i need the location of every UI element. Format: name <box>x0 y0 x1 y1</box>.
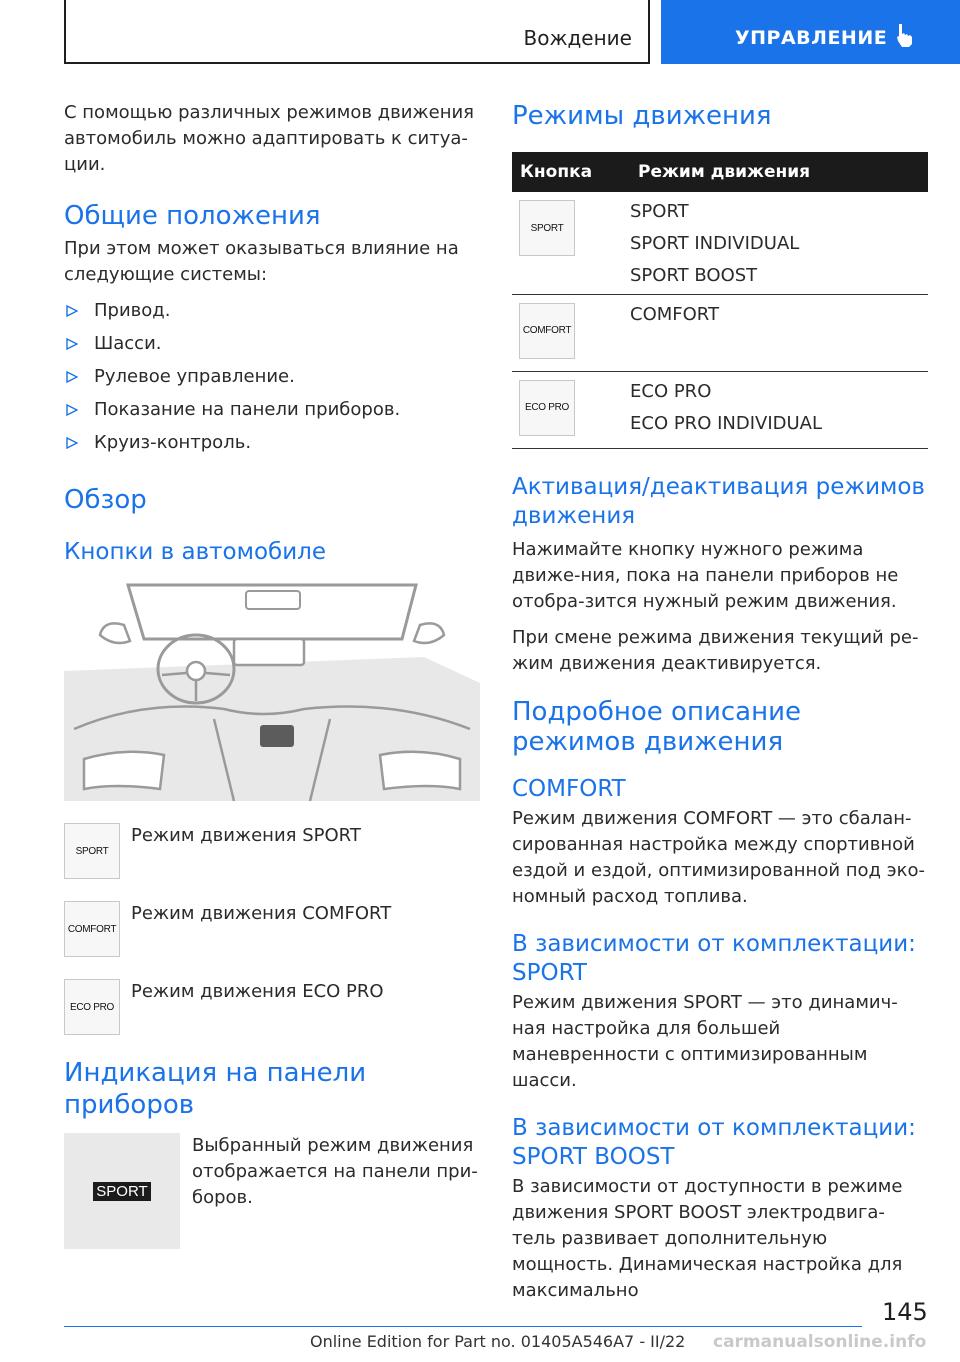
buttons-title: Кнопки в автомобиле <box>64 539 327 565</box>
comfort-button-icon: COMFORT <box>64 901 120 957</box>
triangle-bullet-icon <box>66 338 78 350</box>
general-text: При этом может оказываться влияние на следующие системы: <box>64 238 459 285</box>
mode-name: SPORT <box>630 201 689 222</box>
dashboard-illustration <box>64 579 480 801</box>
list-item: Показание на панели приборов. <box>64 397 480 423</box>
triangle-bullet-icon <box>66 305 78 317</box>
list-item: Привод. <box>64 298 480 324</box>
modes-title: Режимы движения <box>512 101 772 131</box>
left-column <box>64 100 480 1249</box>
sport-title: В зависимости от комплектации: SPORT <box>512 930 916 986</box>
eco-pro-button-icon: ECO PRO <box>64 979 120 1035</box>
triangle-bullet-icon <box>66 404 78 416</box>
eco-pro-button-icon: ECO PRO <box>519 380 575 436</box>
button-label: Режим движения COMFORT <box>131 903 392 924</box>
section-title: Вождение <box>523 26 632 50</box>
sport-text: Режим движения SPORT — это динамич-ная настройка для большей маневренности с оптимизированным шасси. <box>512 991 898 1091</box>
triangle-bullet-icon <box>66 371 78 383</box>
sport-badge: SPORT <box>93 1182 150 1201</box>
button-label: Режим движения ECO PRO <box>131 981 384 1002</box>
cluster-display-image <box>64 1133 180 1249</box>
page-number: 145 <box>882 1298 928 1326</box>
mode-name: ECO PRO <box>630 380 712 402</box>
mode-name: COMFORT <box>630 303 719 325</box>
display-block <box>64 1133 480 1249</box>
activation-text-1: Нажимайте кнопку нужного режима движе-ния, пока на панели приборов не отобра-зится нужный режим движения. <box>512 538 899 612</box>
details-title: Подробное описание режимов движения <box>512 696 801 757</box>
sport-boost-text: В зависимости от доступности в режиме движения SPORT BOOST электродвига-тель развивает дополнительную мощность. Динамическая настройка для максимально <box>512 1175 903 1301</box>
display-title: Индикация на панели приборов <box>64 1058 367 1120</box>
comfort-text: Режим движения COMFORT — это сбалан-сированная настройка между спортивной ездой и ездой, оптимизированной под эко-номный расход топлива. <box>512 807 925 907</box>
systems-list <box>64 298 480 456</box>
table-row <box>512 294 928 371</box>
button-item-comfort <box>64 901 480 957</box>
right-column <box>512 100 928 1314</box>
list-item: Шасси. <box>64 331 480 357</box>
comfort-button-icon: COMFORT <box>519 303 575 359</box>
display-text: Выбранный режим движения отображается на панели при-боров. <box>192 1135 478 1208</box>
sport-button-icon: SPORT <box>519 200 575 256</box>
mode-name: SPORT BOOST <box>630 265 758 286</box>
intro-text: С помощью различных режимов движения автомобиль можно адаптировать к ситуа-ции. <box>64 102 474 175</box>
footer-divider <box>64 1326 862 1327</box>
edition-text: Online Edition for Part no. 01405A546A7 - II/22 <box>310 1332 686 1351</box>
button-label: Режим движения SPORT <box>131 825 361 846</box>
general-title: Общие положения <box>64 201 321 231</box>
pointing-hand-icon <box>895 22 917 48</box>
watermark: carmanualsonline.info <box>713 1332 927 1352</box>
table-row <box>512 192 928 294</box>
list-item: Рулевое управление. <box>64 364 480 390</box>
col-header-mode: Режим движения <box>630 152 928 192</box>
button-item-sport <box>64 823 480 879</box>
mode-name: ECO PRO INDIVIDUAL <box>630 412 823 434</box>
activation-title: Активация/деактивация режимов движения <box>512 473 925 529</box>
mode-name: SPORT INDIVIDUAL <box>630 233 800 254</box>
section-tab <box>64 0 650 64</box>
sport-button-icon: SPORT <box>64 823 120 879</box>
list-item: Круиз-контроль. <box>64 430 480 456</box>
col-header-button: Кнопка <box>512 152 630 192</box>
triangle-bullet-icon <box>66 437 78 449</box>
table-row <box>512 371 928 448</box>
modes-table <box>512 152 928 449</box>
comfort-title: COMFORT <box>512 775 626 802</box>
sport-boost-title: В зависимости от комплектации: SPORT BOOST <box>512 1114 916 1170</box>
chapter-tab <box>661 0 960 64</box>
button-item-eco-pro <box>64 979 480 1035</box>
activation-text-2: При смене режима движения текущий ре-жим движения деактивируется. <box>512 626 919 674</box>
overview-title: Обзор <box>64 485 147 515</box>
chapter-title: УПРАВЛЕНИЕ <box>735 27 888 49</box>
